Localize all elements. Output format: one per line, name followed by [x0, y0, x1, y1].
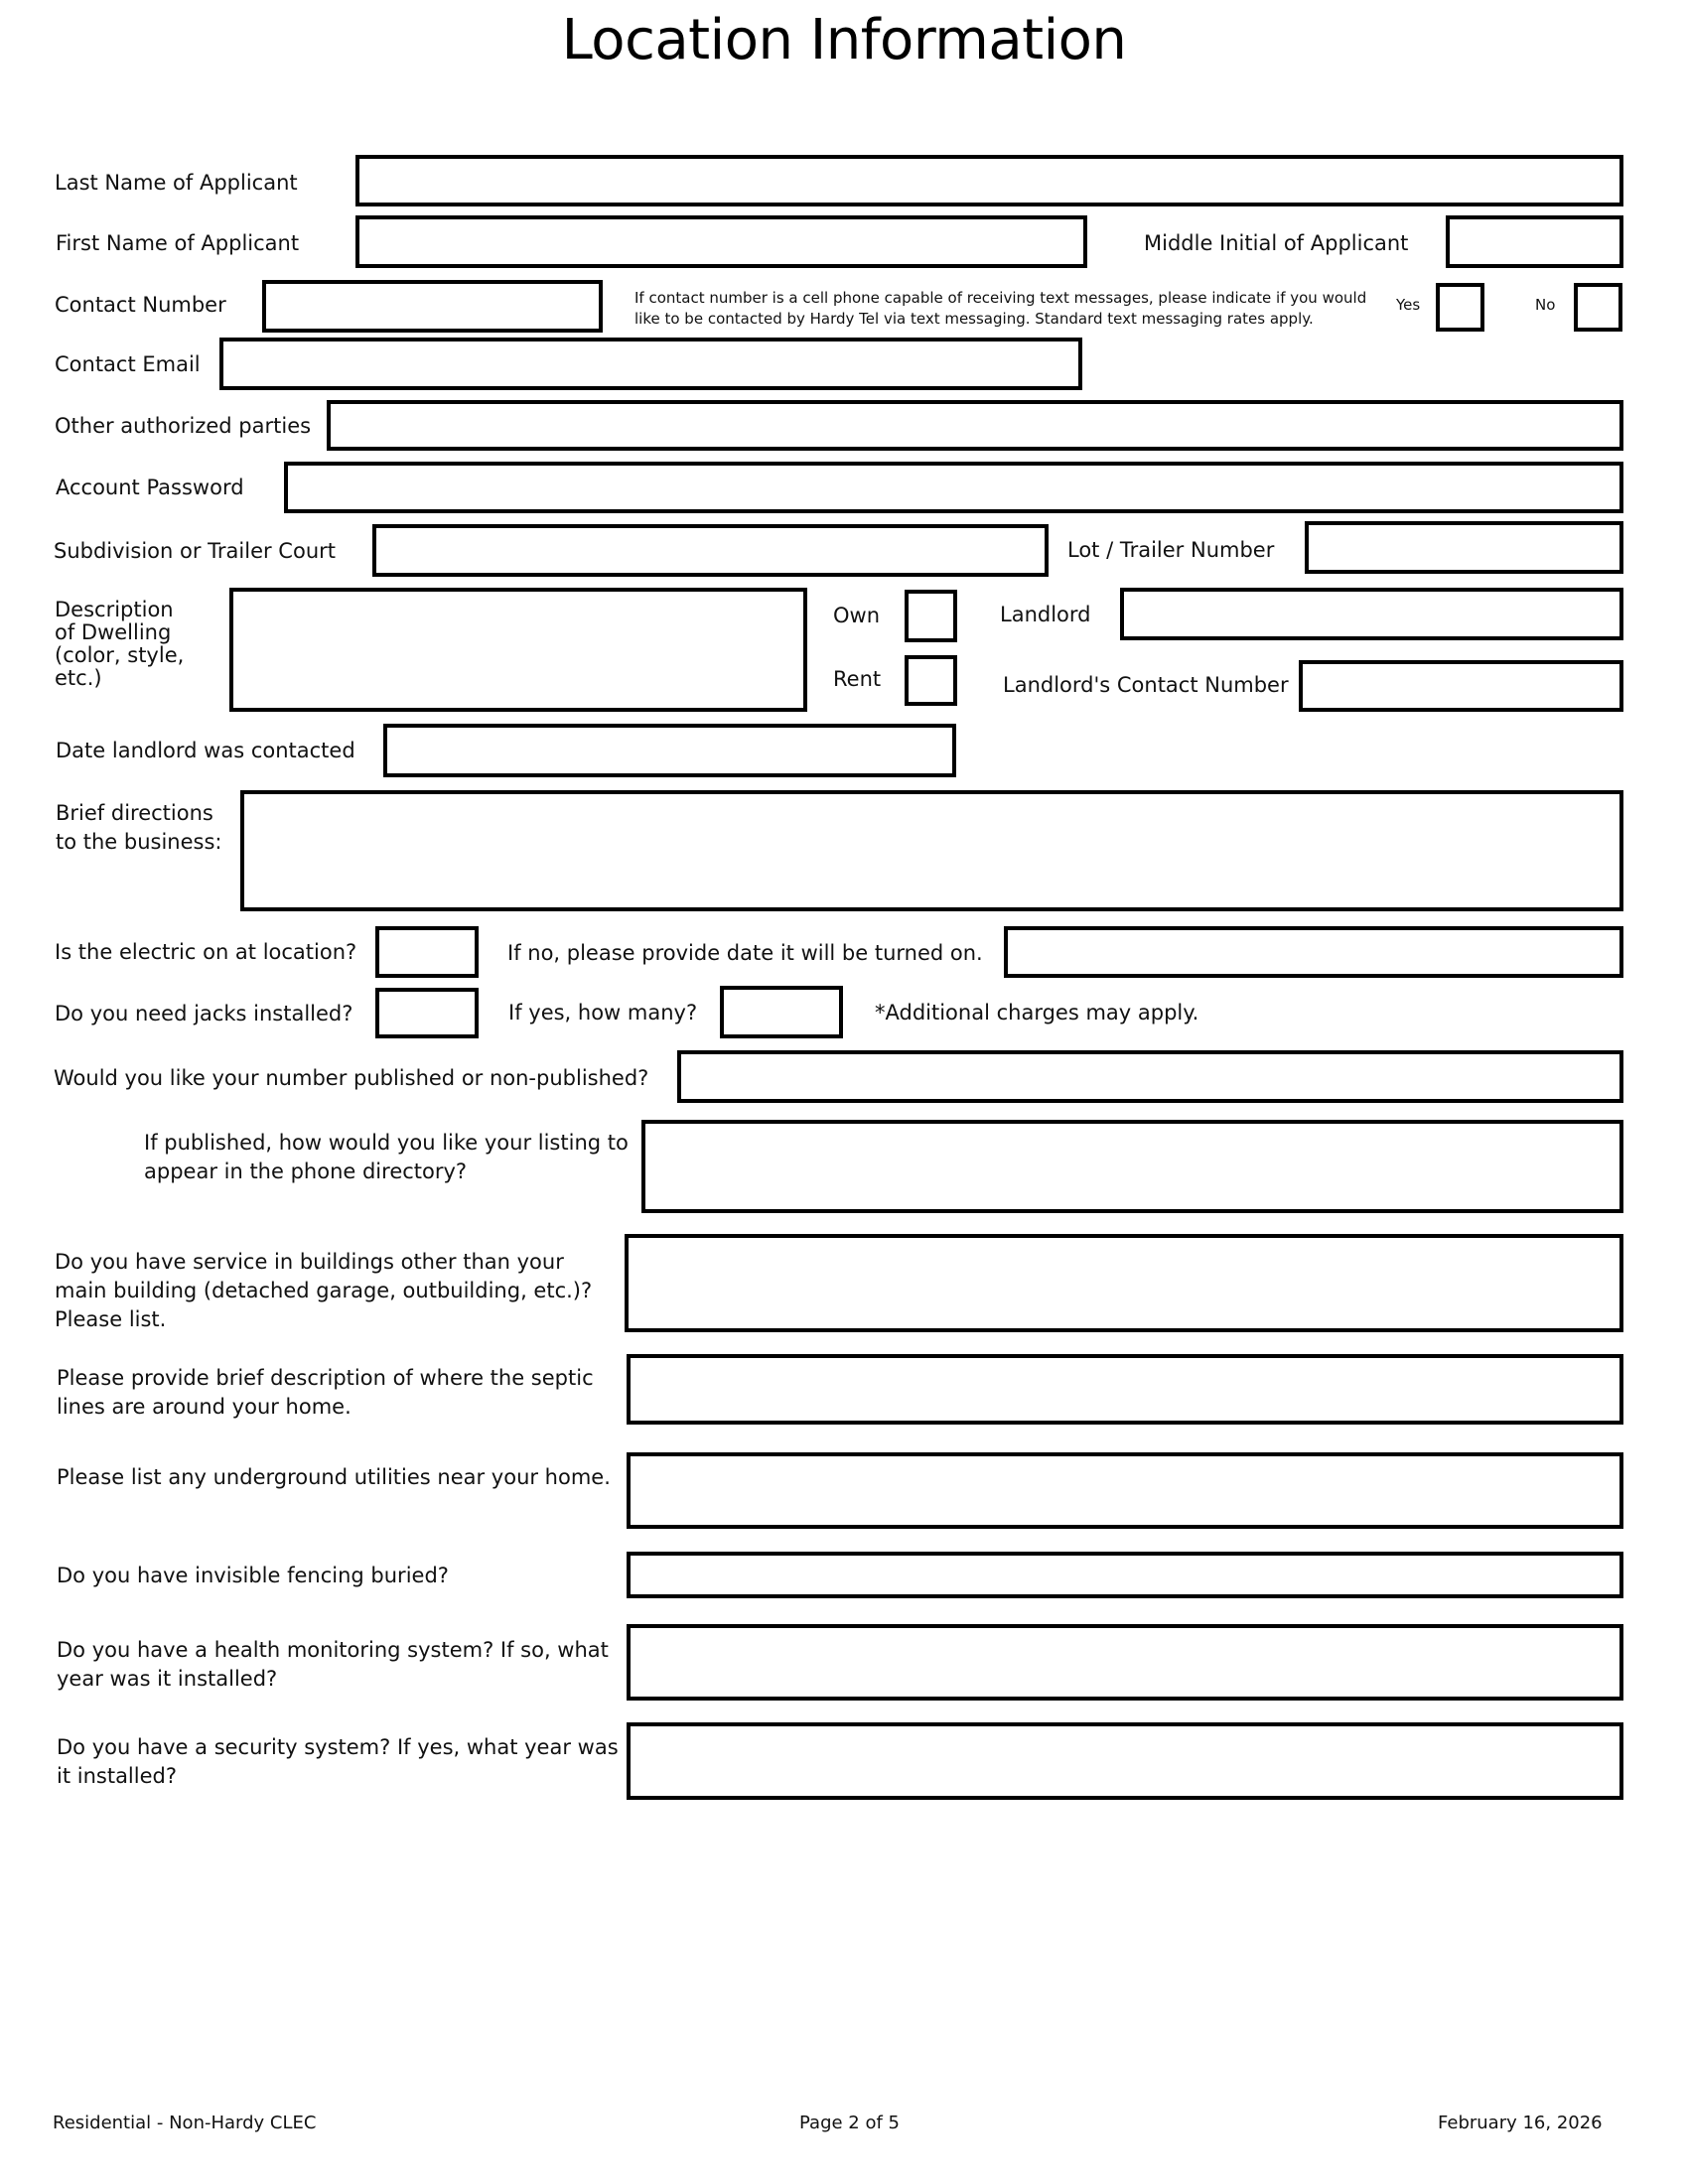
other-parties-field[interactable] — [327, 400, 1623, 451]
text-message-note-line1: If contact number is a cell phone capable of receiving text messages, please indicate if you would — [634, 289, 1367, 307]
rent-checkbox[interactable] — [905, 655, 957, 706]
landlord-contact-field[interactable] — [1299, 660, 1623, 712]
other-buildings-label — [55, 1248, 592, 1334]
electric-on-field[interactable] — [375, 926, 479, 978]
landlord-label: Landlord — [1000, 603, 1091, 626]
jacks-label: Do you need jacks installed? — [55, 1002, 353, 1025]
own-checkbox[interactable] — [905, 590, 957, 642]
listing-label — [144, 1129, 629, 1186]
last-name-field[interactable] — [355, 155, 1623, 206]
septic-label-line: lines are around your home. — [57, 1395, 352, 1419]
septic-field[interactable] — [627, 1354, 1623, 1425]
electric-on-label: Is the electric on at location? — [55, 940, 357, 964]
jacks-count-label: If yes, how many? — [508, 1001, 698, 1024]
security-system-label-line: Do you have a security system? If yes, what year was — [57, 1735, 619, 1759]
health-monitoring-label-line: year was it installed? — [57, 1667, 278, 1691]
text-message-note-line2: like to be contacted by Hardy Tel via text messaging. Standard text messaging rates apply. — [634, 310, 1314, 328]
text-no-label: No — [1535, 296, 1556, 314]
jacks-field[interactable] — [375, 988, 479, 1038]
account-password-label: Account Password — [56, 476, 244, 499]
first-name-label: First Name of Applicant — [56, 231, 300, 255]
landlord-contact-label: Landlord's Contact Number — [1003, 673, 1289, 697]
date-landlord-contacted-label: Date landlord was contacted — [56, 739, 355, 762]
jacks-count-field[interactable] — [720, 986, 843, 1038]
lot-number-label: Lot / Trailer Number — [1067, 538, 1275, 562]
own-label: Own — [833, 604, 881, 627]
date-landlord-contacted-field[interactable] — [383, 724, 956, 777]
septic-label-line: Please provide brief description of where the septic — [57, 1366, 594, 1390]
subdivision-label: Subdivision or Trailer Court — [54, 539, 336, 563]
health-monitoring-label-line: Do you have a health monitoring system? If so, what — [57, 1638, 609, 1662]
other-parties-label: Other authorized parties — [55, 414, 312, 438]
text-yes-label: Yes — [1396, 296, 1421, 314]
fencing-label: Do you have invisible fencing buried? — [57, 1564, 449, 1587]
last-name-label: Last Name of Applicant — [55, 171, 298, 195]
health-monitoring-label — [57, 1636, 609, 1694]
page-title: Location Information — [561, 8, 1127, 72]
middle-initial-field[interactable] — [1446, 215, 1623, 268]
dwelling-label-line: Description — [55, 598, 174, 621]
directions-label-line: to the business: — [56, 830, 222, 854]
security-system-field[interactable] — [627, 1722, 1623, 1800]
dwelling-label-line: (color, style, — [55, 643, 185, 667]
listing-label-line: appear in the phone directory? — [144, 1160, 468, 1183]
other-buildings-label-line: main building (detached garage, outbuilding, etc.)? — [55, 1279, 593, 1302]
fencing-field[interactable] — [627, 1552, 1623, 1598]
listing-field[interactable] — [641, 1120, 1623, 1213]
health-monitoring-field[interactable] — [627, 1624, 1623, 1701]
landlord-field[interactable] — [1120, 588, 1623, 640]
electric-date-field[interactable] — [1004, 926, 1623, 978]
text-yes-checkbox[interactable] — [1436, 283, 1484, 332]
security-system-label-line: it installed? — [57, 1764, 177, 1788]
electric-date-label: If no, please provide date it will be turned on. — [507, 941, 983, 965]
listing-label-line: If published, how would you like your listing to — [144, 1131, 629, 1155]
other-buildings-field[interactable] — [625, 1234, 1623, 1332]
security-system-label — [57, 1733, 619, 1791]
rent-label: Rent — [833, 667, 882, 691]
first-name-field[interactable] — [355, 215, 1087, 268]
septic-label — [57, 1364, 594, 1422]
dwelling-label — [55, 599, 184, 690]
footer-page-number: Page 2 of 5 — [799, 2113, 900, 2133]
footer-document-type: Residential - Non-Hardy CLEC — [53, 2113, 317, 2133]
utilities-field[interactable] — [627, 1452, 1623, 1529]
other-buildings-label-line: Do you have service in buildings other than your — [55, 1250, 564, 1274]
middle-initial-label: Middle Initial of Applicant — [1144, 231, 1409, 255]
additional-charges-note: *Additional charges may apply. — [875, 1001, 1199, 1024]
published-field[interactable] — [677, 1050, 1623, 1103]
dwelling-label-line: etc.) — [55, 666, 102, 690]
directions-field[interactable] — [240, 790, 1623, 911]
directions-label — [56, 799, 222, 857]
footer-date: February 16, 2026 — [1438, 2113, 1603, 2133]
dwelling-label-line: of Dwelling — [55, 620, 172, 644]
account-password-field[interactable] — [284, 462, 1623, 513]
directions-label-line: Brief directions — [56, 801, 213, 825]
contact-number-label: Contact Number — [55, 293, 226, 317]
utilities-label: Please list any underground utilities near your home. — [57, 1465, 611, 1489]
text-no-checkbox[interactable] — [1574, 283, 1622, 332]
other-buildings-label-line: Please list. — [55, 1307, 167, 1331]
contact-email-label: Contact Email — [55, 352, 201, 376]
subdivision-field[interactable] — [372, 524, 1049, 577]
contact-number-field[interactable] — [262, 280, 603, 333]
dwelling-description-field[interactable] — [229, 588, 807, 712]
contact-email-field[interactable] — [219, 338, 1082, 390]
published-label: Would you like your number published or non-published? — [54, 1066, 649, 1090]
lot-number-field[interactable] — [1305, 521, 1623, 574]
